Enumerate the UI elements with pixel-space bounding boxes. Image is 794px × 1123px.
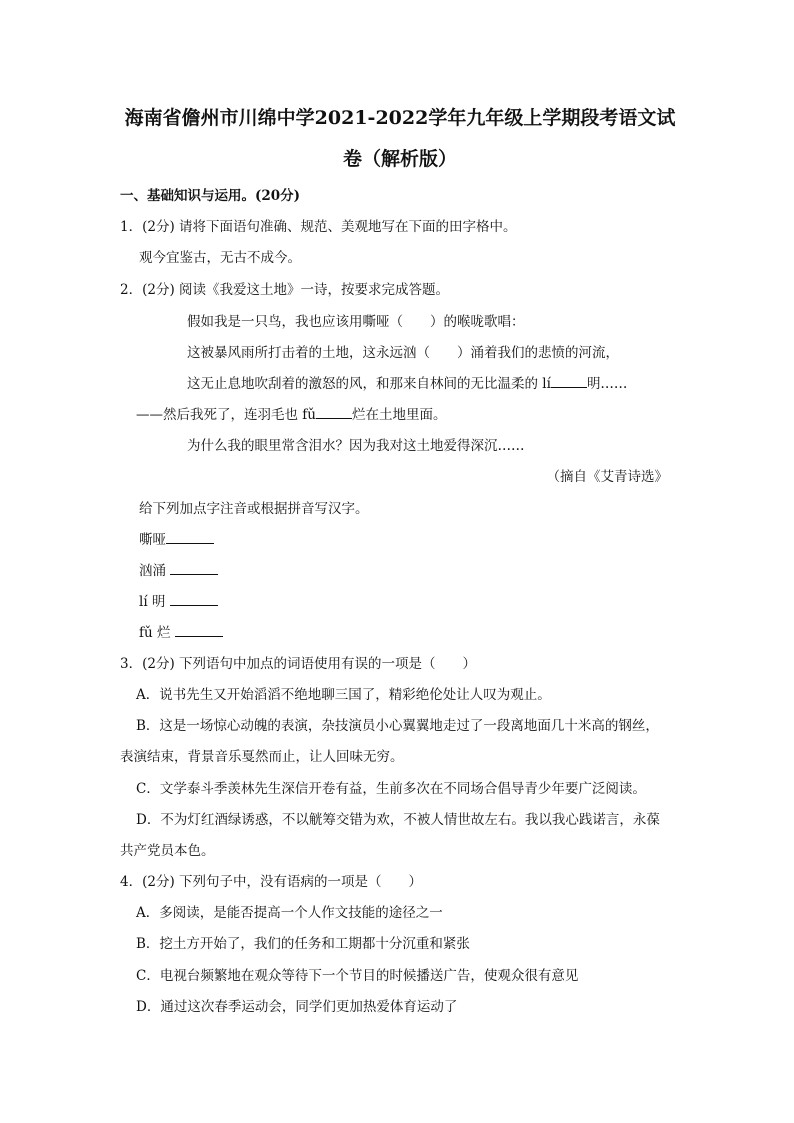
question-3-option-b-line2: 表演结束，背景音乐戛然而止，让人回味无穷。 [120, 749, 404, 765]
question-3-option-b-line1: B．这是一场惊心动魄的表演，杂技演员小心翼翼地走过了一段离地面几十米高的钢丝， [136, 718, 659, 734]
answer-item-1 [139, 531, 214, 549]
answer-item-3-label: lí 明 [139, 594, 166, 610]
poem-line-2: 这被暴风雨所打击着的土地，这永远汹（ ）涌着我们的悲愤的河流， [187, 345, 619, 361]
question-4-option-c: C．电视台频繁地在观众等待下一个节目的时候播送广告，使观众很有意见 [136, 968, 579, 984]
poem-line-3-part2: 明…… [586, 376, 628, 392]
section-heading: 一、基础知识与运用。(20分) [120, 188, 301, 204]
answer-blank[interactable] [170, 593, 218, 606]
poem-source: （摘自《艾青诗选》 [546, 469, 668, 485]
answer-blank[interactable] [316, 406, 352, 419]
question-3-option-d-line1: D．不为灯红酒绿诱惑，不以觥筹交错为欢，不被人情世故左右。我以我心践诺言，永葆 [136, 812, 660, 828]
question-2-instruction: 给下列加点字注音或根据拼音写汉字。 [139, 501, 369, 517]
answer-item-4 [139, 624, 223, 642]
poem-line-1: 假如我是一只鸟，我也应该用嘶哑（ ）的喉咙歌唱： [187, 314, 525, 330]
poem-line-4-part1: ——然后我死了，连羽毛也 fǔ [136, 407, 316, 423]
question-3-option-d-line2: 共产党员本色。 [120, 843, 215, 859]
question-1-stem: 1．(2分) 请将下面语句准确、规范、美观地写在下面的田字格中。 [120, 219, 517, 235]
poem-line-5: 为什么我的眼里常含泪水？因为我对这土地爱得深沉…… [187, 438, 525, 454]
question-4-option-d: D．通过这次春季运动会，同学们更加热爱体育运动了 [136, 999, 458, 1015]
poem-line-4-part2: 烂在土地里面。 [351, 407, 447, 423]
document-title-line2: 卷（解析版） [342, 148, 457, 170]
question-4-option-a: A．多阅读，是能否提高一个人作文技能的途径之一 [136, 905, 443, 921]
question-3-option-a: A．说书先生又开始滔滔不绝地聊三国了，精彩绝伦处让人叹为观止。 [136, 687, 551, 703]
answer-blank[interactable] [166, 531, 214, 544]
answer-item-3 [139, 593, 218, 611]
poem-line-3 [187, 375, 627, 393]
answer-blank[interactable] [175, 624, 223, 637]
answer-blank[interactable] [170, 562, 218, 575]
question-3-stem: 3．(2分) 下列语句中加点的词语使用有误的一项是（ ） [120, 656, 477, 672]
question-3-option-c: C．文学泰斗季羡林先生深信开卷有益，生前多次在不同场合倡导青少年要广泛阅读。 [136, 781, 646, 797]
question-1-text: 观今宜鉴古，无古不成今。 [139, 250, 301, 266]
poem-line-4 [136, 406, 446, 424]
document-title-line1: 海南省儋州市川绵中学2021-2022学年九年级上学期段考语文试 [124, 107, 676, 129]
question-4-stem: 4．(2分) 下列句子中，没有语病的一项是（ ） [120, 874, 423, 890]
poem-line-3-part1: 这无止息地吹刮着的激怒的风，和那来自林间的无比温柔的 lí [187, 376, 551, 392]
answer-item-1-label: 嘶哑 [139, 532, 166, 548]
answer-item-2 [139, 562, 218, 580]
answer-item-4-label: fǔ 烂 [139, 625, 171, 641]
question-2-stem: 2．(2分) 阅读《我爱这土地》一诗，按要求完成答题。 [120, 282, 450, 298]
answer-blank[interactable] [551, 375, 587, 388]
question-4-option-b: B．挖土方开始了，我们的任务和工期都十分沉重和紧张 [136, 936, 470, 952]
answer-item-2-label: 汹涌 [139, 563, 166, 579]
